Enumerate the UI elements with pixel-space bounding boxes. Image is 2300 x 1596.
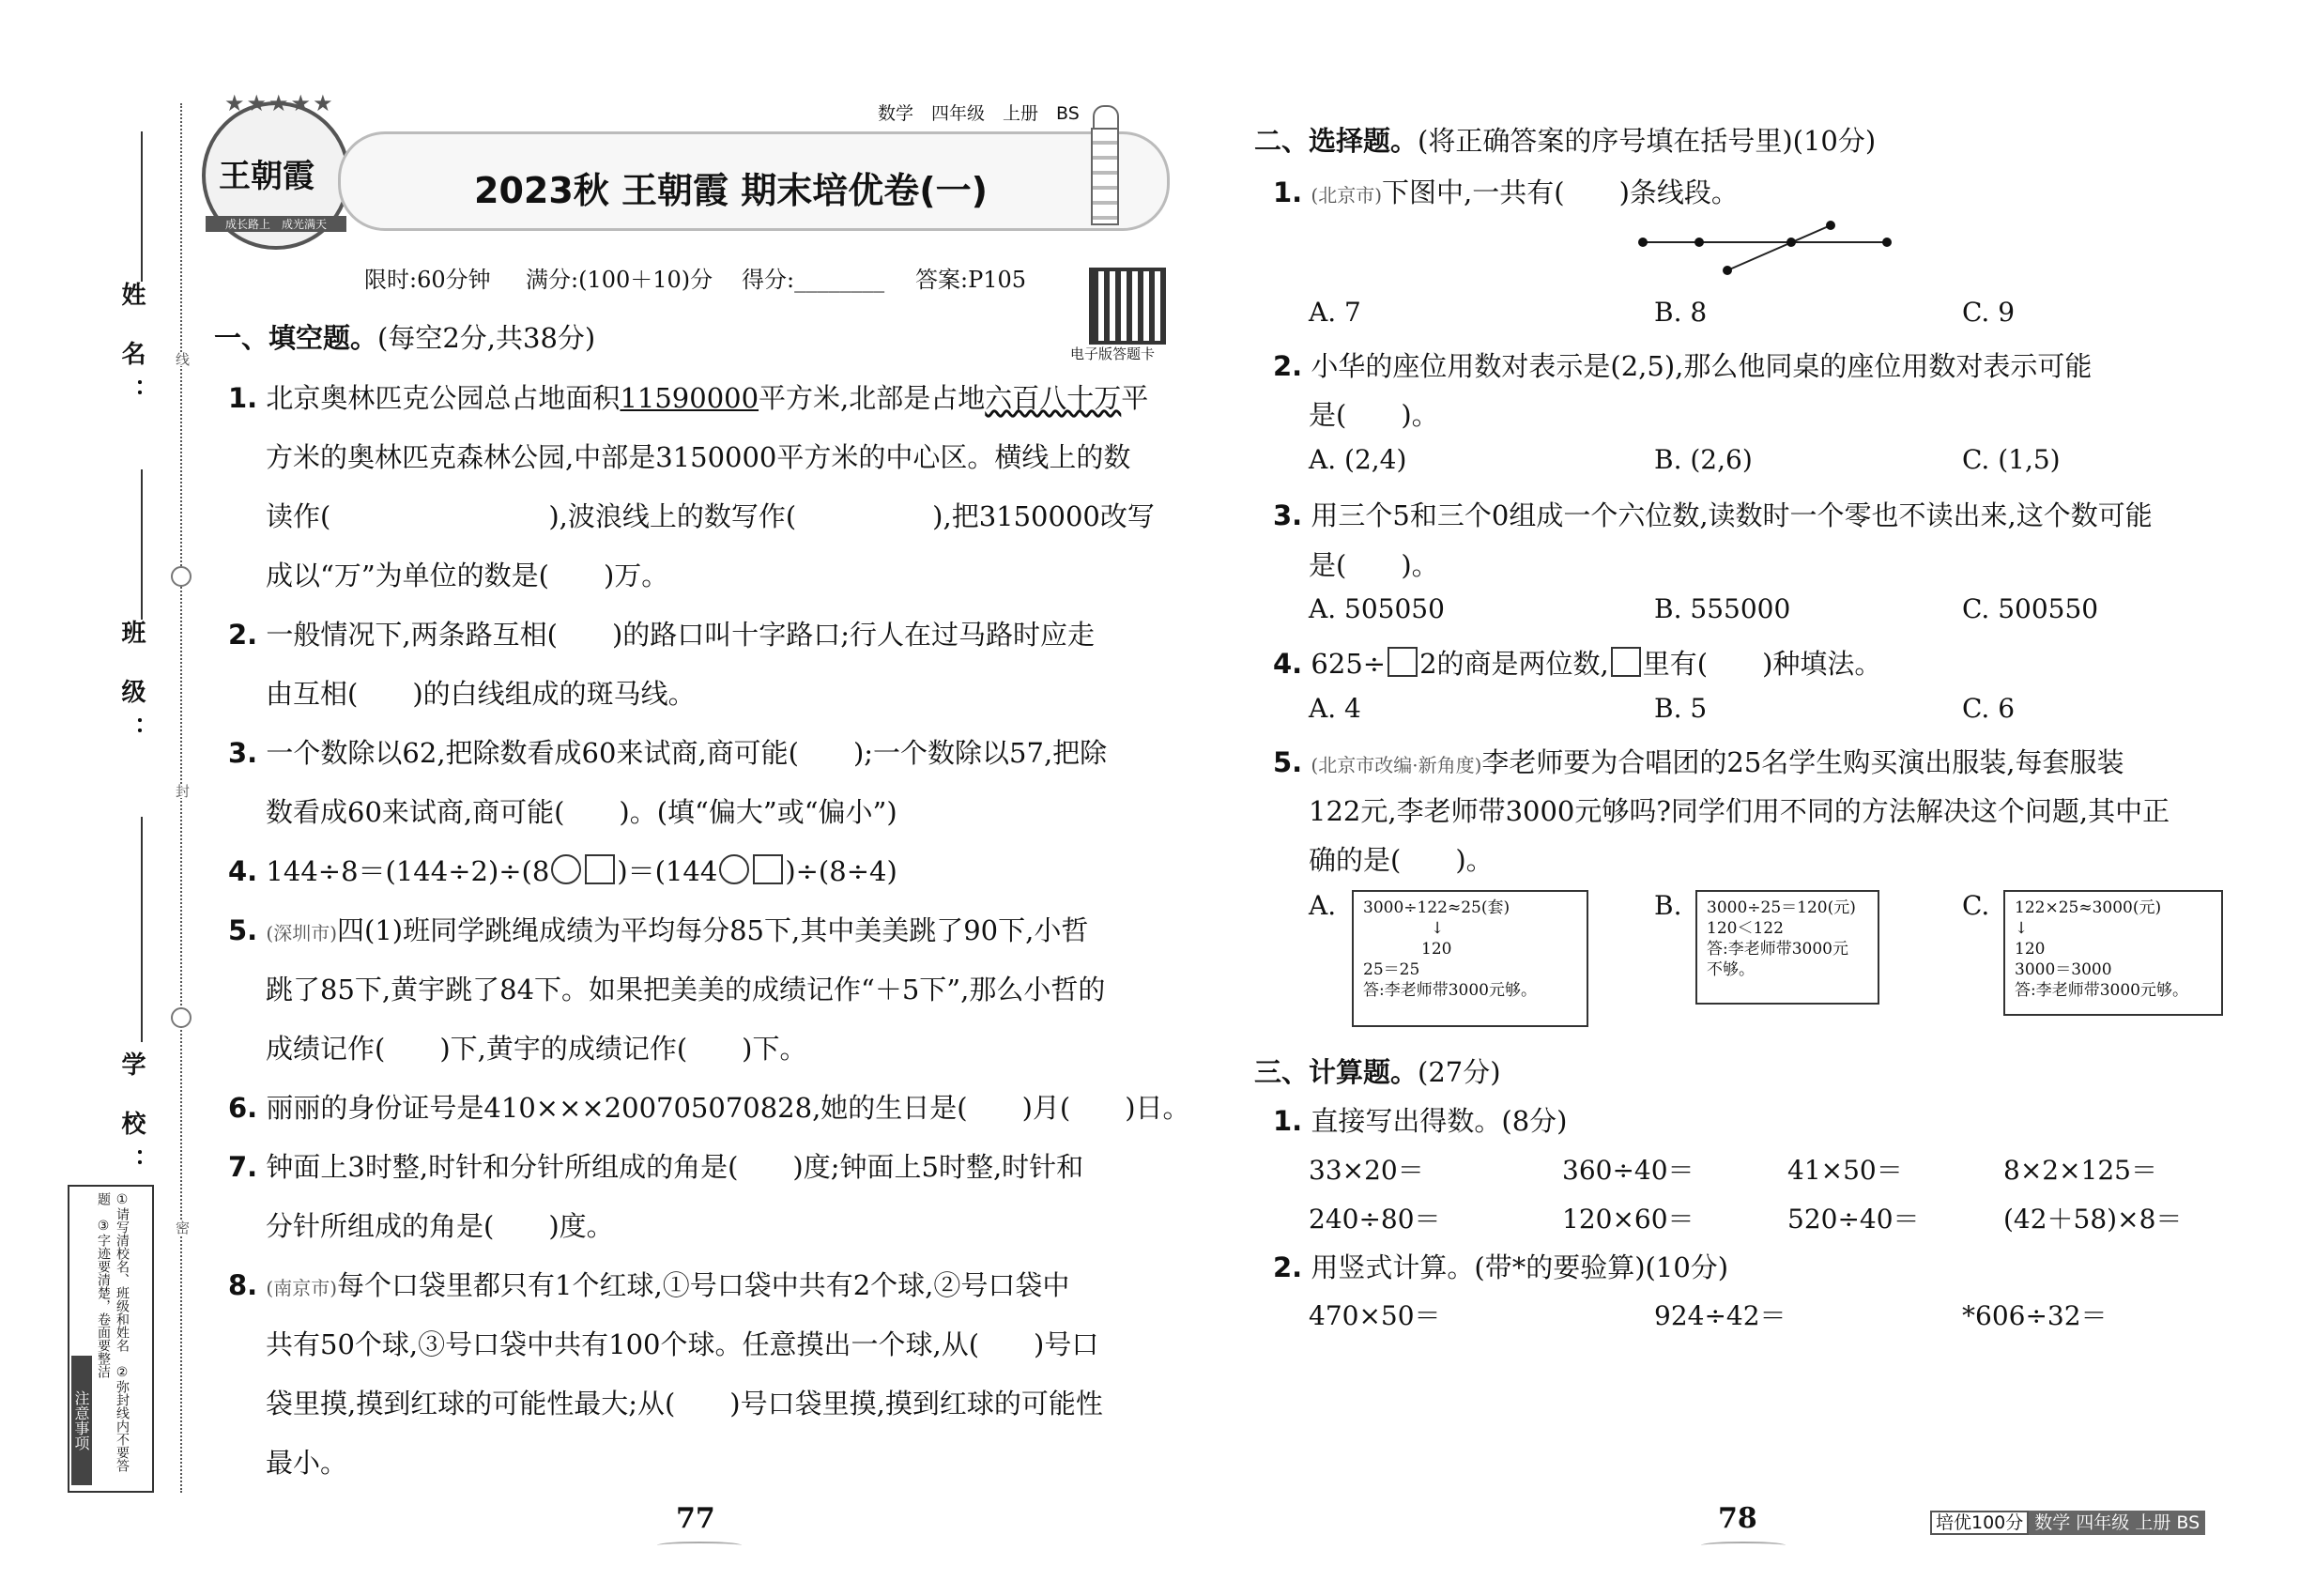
calc-item: 360÷40＝ — [1562, 1155, 1694, 1186]
page-ornament-icon — [657, 1542, 742, 1549]
mc-q4-option-a[interactable]: A. 4 — [1309, 693, 1361, 724]
mc-q5-option-c-box[interactable]: 122×25≈3000(元) ↓ 120 3000＝3000 答:李老师带3000元够。 — [2003, 890, 2223, 1016]
notice-items: ①请写清校名、班级和姓名 ②弥封线内不要答题 ③字迹要清楚，卷面要整洁 — [96, 1192, 130, 1472]
square-blank-icon[interactable] — [585, 854, 615, 884]
seal-line — [180, 103, 182, 1493]
page-ornament-icon — [1701, 1542, 1786, 1549]
calc-item: (42＋58)×8＝ — [2003, 1204, 2183, 1235]
subject-line: 数学 四年级 上册 BS — [878, 103, 1080, 124]
cut-mark-line: 线 — [174, 352, 191, 366]
wavy-number: 六百八十万 — [985, 382, 1122, 414]
arrow-down-icon: ↓ — [2015, 919, 2029, 938]
q5-line1: 5. (深圳市)四(1)班同学跳绳成绩为平均每分85下,其中美美跳了90下,小哲 — [228, 914, 1089, 946]
calc-item: 240÷80＝ — [1309, 1204, 1441, 1235]
q8-line3: 袋里摸,摸到红球的可能性最大;从( )号口袋里摸,摸到红球的可能性 — [266, 1388, 1103, 1420]
q5-line3: 成绩记作( )下,黄宇的成绩记作( )下。 — [266, 1033, 807, 1065]
calc-item: *606÷32＝ — [1962, 1300, 2108, 1331]
calc-item: 8×2×125＝ — [2003, 1155, 2157, 1186]
brand-logo — [202, 90, 350, 250]
arrow-down-icon: ↓ — [1431, 919, 1445, 938]
q6-line1: 6. 丽丽的身份证号是410×××200705070828,她的生日是( )月( )日。 — [228, 1092, 1190, 1124]
mc-q3-option-b[interactable]: B. 555000 — [1654, 593, 1791, 624]
binding-hole-icon — [171, 1007, 192, 1028]
calc-item: 41×50＝ — [1787, 1155, 1903, 1186]
school-blank-line — [141, 817, 143, 1042]
section2-heading: 二、选择题。(将正确答案的序号填在括号里)(10分) — [1254, 125, 1877, 157]
calc-item: 470×50＝ — [1309, 1300, 1441, 1331]
page-title: 2023秋 王朝霞 期末培优卷(一) — [474, 170, 988, 211]
q3-line2: 数看成60来试商,商可能( )。(填“偏大”或“偏小”) — [266, 796, 897, 828]
class-label: 班 级： — [117, 620, 146, 755]
mc-q2-line2: 是( )。 — [1309, 399, 1439, 431]
mc-q5-option-a-box[interactable]: 3000÷122≈25(套) ↓ 120 25＝25 答:李老师带3000元够。 — [1352, 890, 1588, 1027]
mc-q4-option-b[interactable]: B. 5 — [1654, 693, 1708, 724]
calc-q2-prompt: 2. 用竖式计算。(带*的要验算)(10分) — [1273, 1251, 1729, 1283]
mc-q2-line1: 2. 小华的座位用数对表示是(2,5),那么他同桌的座位用数对表示可能 — [1273, 350, 2093, 382]
star-icon: ★★★★★ — [224, 90, 335, 116]
mc-q1-option-a[interactable]: A. 7 — [1309, 297, 1361, 328]
q1-line3: 读作( ),波浪线上的数写作( ),把3150000改写 — [266, 500, 1155, 532]
mc-q2-option-a[interactable]: A. (2,4) — [1309, 444, 1407, 475]
name-label: 姓 名： — [117, 282, 146, 417]
line-segment-figure — [1624, 214, 1906, 280]
mc-q3-line1: 3. 用三个5和三个0组成一个六位数,读数时一个零也不读出来,这个数可能 — [1273, 499, 2153, 531]
mc-q2-option-b[interactable]: B. (2,6) — [1654, 444, 1753, 475]
q8-line1: 8. (南京市)每个口袋里都只有1个红球,①号口袋中共有2个球,②号口袋中 — [228, 1269, 1070, 1301]
page-number-right: 78 — [1718, 1502, 1757, 1535]
circle-blank-icon[interactable] — [551, 854, 581, 884]
page-number-left: 77 — [676, 1502, 715, 1535]
q8-line4: 最小。 — [266, 1447, 348, 1479]
mc-q5-line3: 确的是( )。 — [1309, 844, 1494, 876]
calc-item: 120×60＝ — [1562, 1204, 1694, 1235]
calc-item: 924÷42＝ — [1654, 1300, 1786, 1331]
q4-line1: 4. 144÷8＝(144÷2)÷(8 )＝(144 )÷(8÷4) — [228, 855, 897, 887]
mc-q4-option-c[interactable]: C. 6 — [1962, 693, 2016, 724]
mc-q5-label-a[interactable]: A. — [1309, 890, 1337, 921]
school-label: 学 校： — [117, 1051, 146, 1187]
q2-line1: 2. 一般情况下,两条路互相( )的路口叫十字路口;行人在过马路时应走 — [228, 619, 1096, 651]
cut-mark-secret: 密 — [174, 1220, 191, 1235]
mc-q1-option-c[interactable]: C. 9 — [1962, 297, 2016, 328]
calc-item: 520÷40＝ — [1787, 1204, 1920, 1235]
mc-q4-line1: 4. 625÷ 2的商是两位数, 里有( )种填法。 — [1273, 648, 1882, 680]
meta-time: 限时:60分钟 — [364, 267, 491, 293]
notice-box — [68, 1185, 154, 1493]
binding-hole-icon — [171, 566, 192, 587]
lighthouse-icon — [1089, 105, 1119, 227]
q1-line4: 成以“万”为单位的数是( )万。 — [266, 560, 669, 591]
circle-blank-icon[interactable] — [719, 854, 749, 884]
mc-q5-label-b[interactable]: B. — [1654, 890, 1682, 921]
mc-q3-option-c[interactable]: C. 500550 — [1962, 593, 2099, 624]
q7-line2: 分针所组成的角是( )度。 — [266, 1210, 614, 1242]
name-blank-line — [141, 131, 143, 282]
mc-q5-option-b-box[interactable]: 3000÷25＝120(元) 120＜122 答:李老师带3000元 不够。 — [1695, 890, 1879, 1005]
q1-line1: 1. 北京奥林匹克公园总占地面积11590000平方米,北部是占地六百八十万平 — [228, 382, 1149, 414]
class-blank-line — [141, 469, 143, 620]
mc-q5-line2: 122元,李老师带3000元够吗?同学们用不同的方法解决这个问题,其中正 — [1309, 795, 2170, 827]
underlined-number: 11590000 — [620, 382, 759, 414]
q1-line2: 方米的奥林匹克森林公园,中部是3150000平方米的中心区。横线上的数 — [266, 441, 1131, 473]
series-tag: 培优100分 数学 四年级 上册 BS — [1930, 1509, 2205, 1534]
meta-full-score: 满分:(100＋10)分 — [526, 267, 713, 293]
q5-line2: 跳了85下,黄宇跳了84下。如果把美美的成绩记作“＋5下”,那么小哲的 — [266, 974, 1106, 1005]
brand-name: 王朝霞 — [219, 158, 314, 195]
q3-line1: 3. 一个数除以62,把除数看成60来试商,商可能( );一个数除以57,把除 — [228, 737, 1108, 769]
section3-heading: 三、计算题。(27分) — [1254, 1056, 1501, 1088]
q8-line2: 共有50个球,③号口袋中共有100个球。任意摸出一个球,从( )号口 — [266, 1328, 1099, 1360]
notice-title: 注意事项 — [71, 1356, 92, 1485]
cut-mark-seal: 封 — [174, 784, 191, 798]
mc-q1-option-b[interactable]: B. 8 — [1654, 297, 1708, 328]
q7-line1: 7. 钟面上3时整,时针和分针所组成的角是( )度;钟面上5时整,时针和 — [228, 1151, 1084, 1183]
q2-line2: 由互相( )的白线组成的斑马线。 — [266, 678, 696, 710]
mc-q5-line1: 5. (北京市改编·新角度)李老师要为合唱团的25名学生购买演出服装,每套服装 — [1273, 746, 2124, 778]
calc-item: 33×20＝ — [1309, 1155, 1424, 1186]
square-blank-icon[interactable] — [1611, 647, 1641, 677]
mc-q3-option-a[interactable]: A. 505050 — [1309, 593, 1445, 624]
qr-code-icon[interactable] — [1089, 268, 1166, 345]
square-blank-icon[interactable] — [753, 854, 783, 884]
mc-q1: 1. (北京市)下图中,一共有( )条线段。 — [1273, 176, 1739, 208]
meta-answer-page: 答案:P105 — [915, 267, 1027, 293]
mc-q3-line2: 是( )。 — [1309, 549, 1439, 581]
mc-q2-option-c[interactable]: C. (1,5) — [1962, 444, 2061, 475]
qr-caption: 电子版答题卡 — [1070, 345, 1156, 362]
section1-heading: 一、填空题。(每空2分,共38分) — [214, 322, 596, 354]
square-blank-icon[interactable] — [1388, 647, 1418, 677]
meta-score-got: 得分:________ — [742, 267, 885, 293]
calc-q1-prompt: 1. 直接写出得数。(8分) — [1273, 1105, 1568, 1137]
mc-q5-label-c[interactable]: C. — [1962, 890, 1990, 921]
brand-slogan: 成长路上 成光满天 — [206, 216, 346, 232]
